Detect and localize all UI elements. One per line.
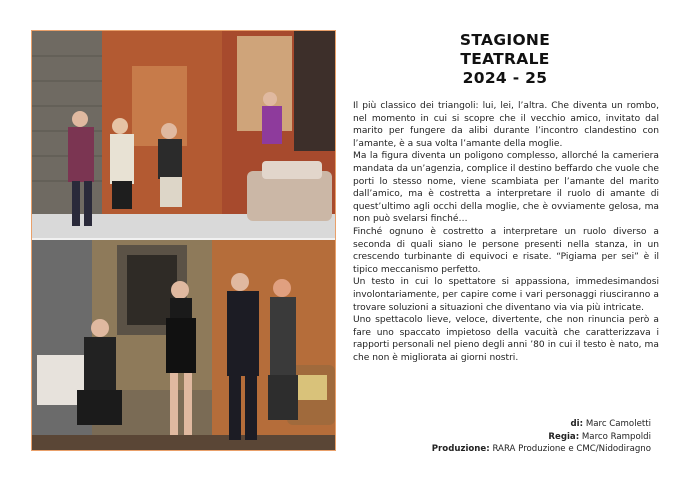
paragraph: Uno spettacolo lieve, veloce, divertente, che non rinuncia però a fare uno spaccato impietoso della vacuità che caratterizzava i rapporti personali nel pieno degli anni ’80 in cui il testo è nato, ma che non è migliorata ai giorni nostri. xyxy=(353,315,659,363)
paragraph: Finché ognuno è costretto a interpretare un ruolo diverso a seconda di quali siano le persone presenti nella stanza, in un crescendo turbinante di equivoci e risate. “Pigiama per sei” è il tipico meccanismo perfetto. xyxy=(353,226,659,275)
page-title xyxy=(352,31,658,88)
title-line-1: STAGIONE xyxy=(459,31,551,49)
credit-production xyxy=(432,443,651,456)
credits xyxy=(432,418,651,456)
credit-value: Marco Rampoldi xyxy=(581,431,651,442)
credit-label: Regia: xyxy=(548,431,580,442)
credit-author xyxy=(432,418,651,431)
credit-label: Produzione: xyxy=(431,444,490,455)
stage-scene-top-photo xyxy=(32,31,335,238)
credit-label: di: xyxy=(570,419,584,429)
paragraph: Un testo in cui lo spettatore si appassiona, immedesimandosi involontariamente, per capire come i vari personaggi riusciranno a trovare soluzioni a situazioni che diventano via via più intricate. xyxy=(353,277,659,313)
title-line-2: TEATRALE xyxy=(460,50,550,68)
title-line-3: 2024 - 25 xyxy=(462,69,548,87)
paragraph: Il più classico dei triangoli: lui, lei, l’altra. Che diventa un rombo, nel momento in cui si scopre che il vecchio amico, invitato dal marito per fungere da alibi durante l’incontro clandestino con l’amante, è a sua volta l’amante della moglie. xyxy=(353,101,659,149)
credit-value: Marc Camoletti xyxy=(585,419,651,429)
paragraph: Ma la figura diventa un poligono complesso, allorché la cameriera mandata da un’agenzia, complice il destino beffardo che vuole che porti lo stesso nome, viene scambiata per l’amante del marito dall’amico, ma è costretta a interpretare il ruolo di amante di quest’ultimo agli occhi della moglie, che è ovviamente gelosa, ma non può svelarsi finché… xyxy=(353,151,660,225)
credit-value: RARA Produzione e CMC/Nidodiragno xyxy=(492,444,651,455)
stage-scene-bottom-photo xyxy=(32,240,335,450)
credit-director xyxy=(432,431,651,444)
photo-panel xyxy=(31,30,336,451)
synopsis-text xyxy=(353,100,659,364)
